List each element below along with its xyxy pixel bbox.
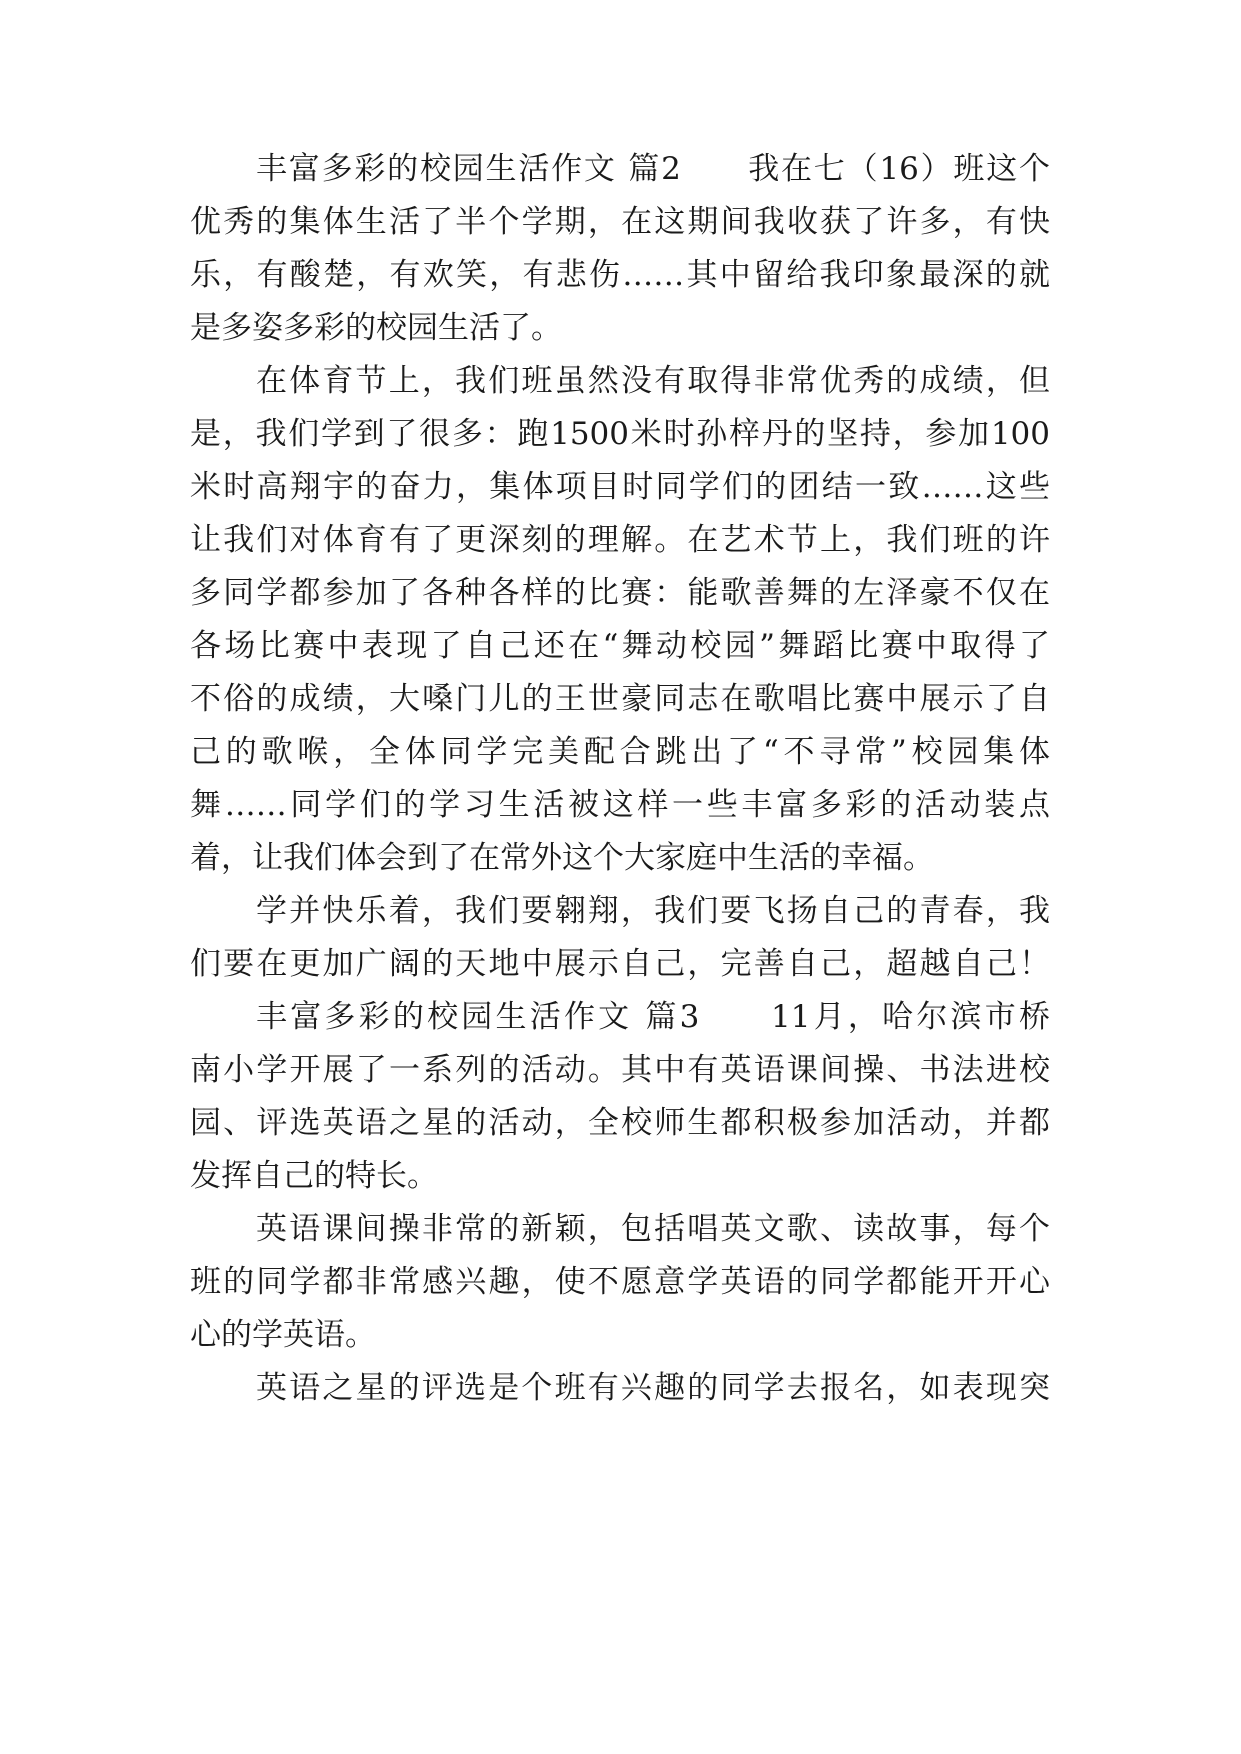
text-line: 让我们对体育有了更深刻的理解。在艺术节上，我们班的许 bbox=[190, 522, 1050, 558]
text-line: 舞……同学们的学习生活被这样一些丰富多彩的活动装点 bbox=[190, 787, 1050, 823]
text-line: 在体育节上，我们班虽然没有取得非常优秀的成绩，但 bbox=[256, 363, 1050, 399]
text-line: 英语课间操非常的新颖，包括唱英文歌、读故事，每个 bbox=[256, 1211, 1050, 1247]
text-line: 是，我们学到了很多：跑1500米时孙梓丹的坚持，参加100 bbox=[190, 416, 1050, 452]
text-line: 英语之星的评选是个班有兴趣的同学去报名，如表现突 bbox=[256, 1370, 1050, 1406]
text-line: 园、评选英语之星的活动，全校师生都积极参加活动，并都 bbox=[190, 1105, 1050, 1141]
text-line: 们要在更加广阔的天地中展示自己，完善自己，超越自己！ bbox=[190, 946, 1050, 982]
text-line: 己的歌喉，全体同学完美配合跳出了“不寻常”校园集体 bbox=[190, 734, 1050, 770]
text-line: 班的同学都非常感兴趣，使不愿意学英语的同学都能开开心 bbox=[190, 1264, 1050, 1300]
text-line: 各场比赛中表现了自己还在“舞动校园”舞蹈比赛中取得了 bbox=[190, 628, 1050, 664]
text-line: 米时高翔宇的奋力，集体项目时同学们的团结一致……这些 bbox=[190, 469, 1050, 505]
text-line: 发挥自己的特长。 bbox=[190, 1158, 438, 1194]
text-line: 不俗的成绩，大嗓门儿的王世豪同志在歌唱比赛中展示了自 bbox=[190, 681, 1050, 717]
text-line: 优秀的集体生活了半个学期，在这期间我收获了许多，有快 bbox=[190, 204, 1050, 240]
text-line: 丰富多彩的校园生活作文 篇3 11月，哈尔滨市桥 bbox=[256, 999, 1050, 1035]
text-line: 多同学都参加了各种各样的比赛：能歌善舞的左泽豪不仅在 bbox=[190, 575, 1050, 611]
text-line: 丰富多彩的校园生活作文 篇2 我在七（16）班这个 bbox=[256, 151, 1050, 187]
text-line: 南小学开展了一系列的活动。其中有英语课间操、书法进校 bbox=[190, 1052, 1050, 1088]
text-line: 乐，有酸楚，有欢笑，有悲伤……其中留给我印象最深的就 bbox=[190, 257, 1050, 293]
text-line: 心的学英语。 bbox=[190, 1317, 376, 1353]
text-line: 学并快乐着，我们要翱翔，我们要飞扬自己的青春，我 bbox=[256, 893, 1050, 929]
text-line: 着，让我们体会到了在常外这个大家庭中生活的幸福。 bbox=[190, 840, 934, 876]
text-line: 是多姿多彩的校园生活了。 bbox=[190, 310, 562, 346]
